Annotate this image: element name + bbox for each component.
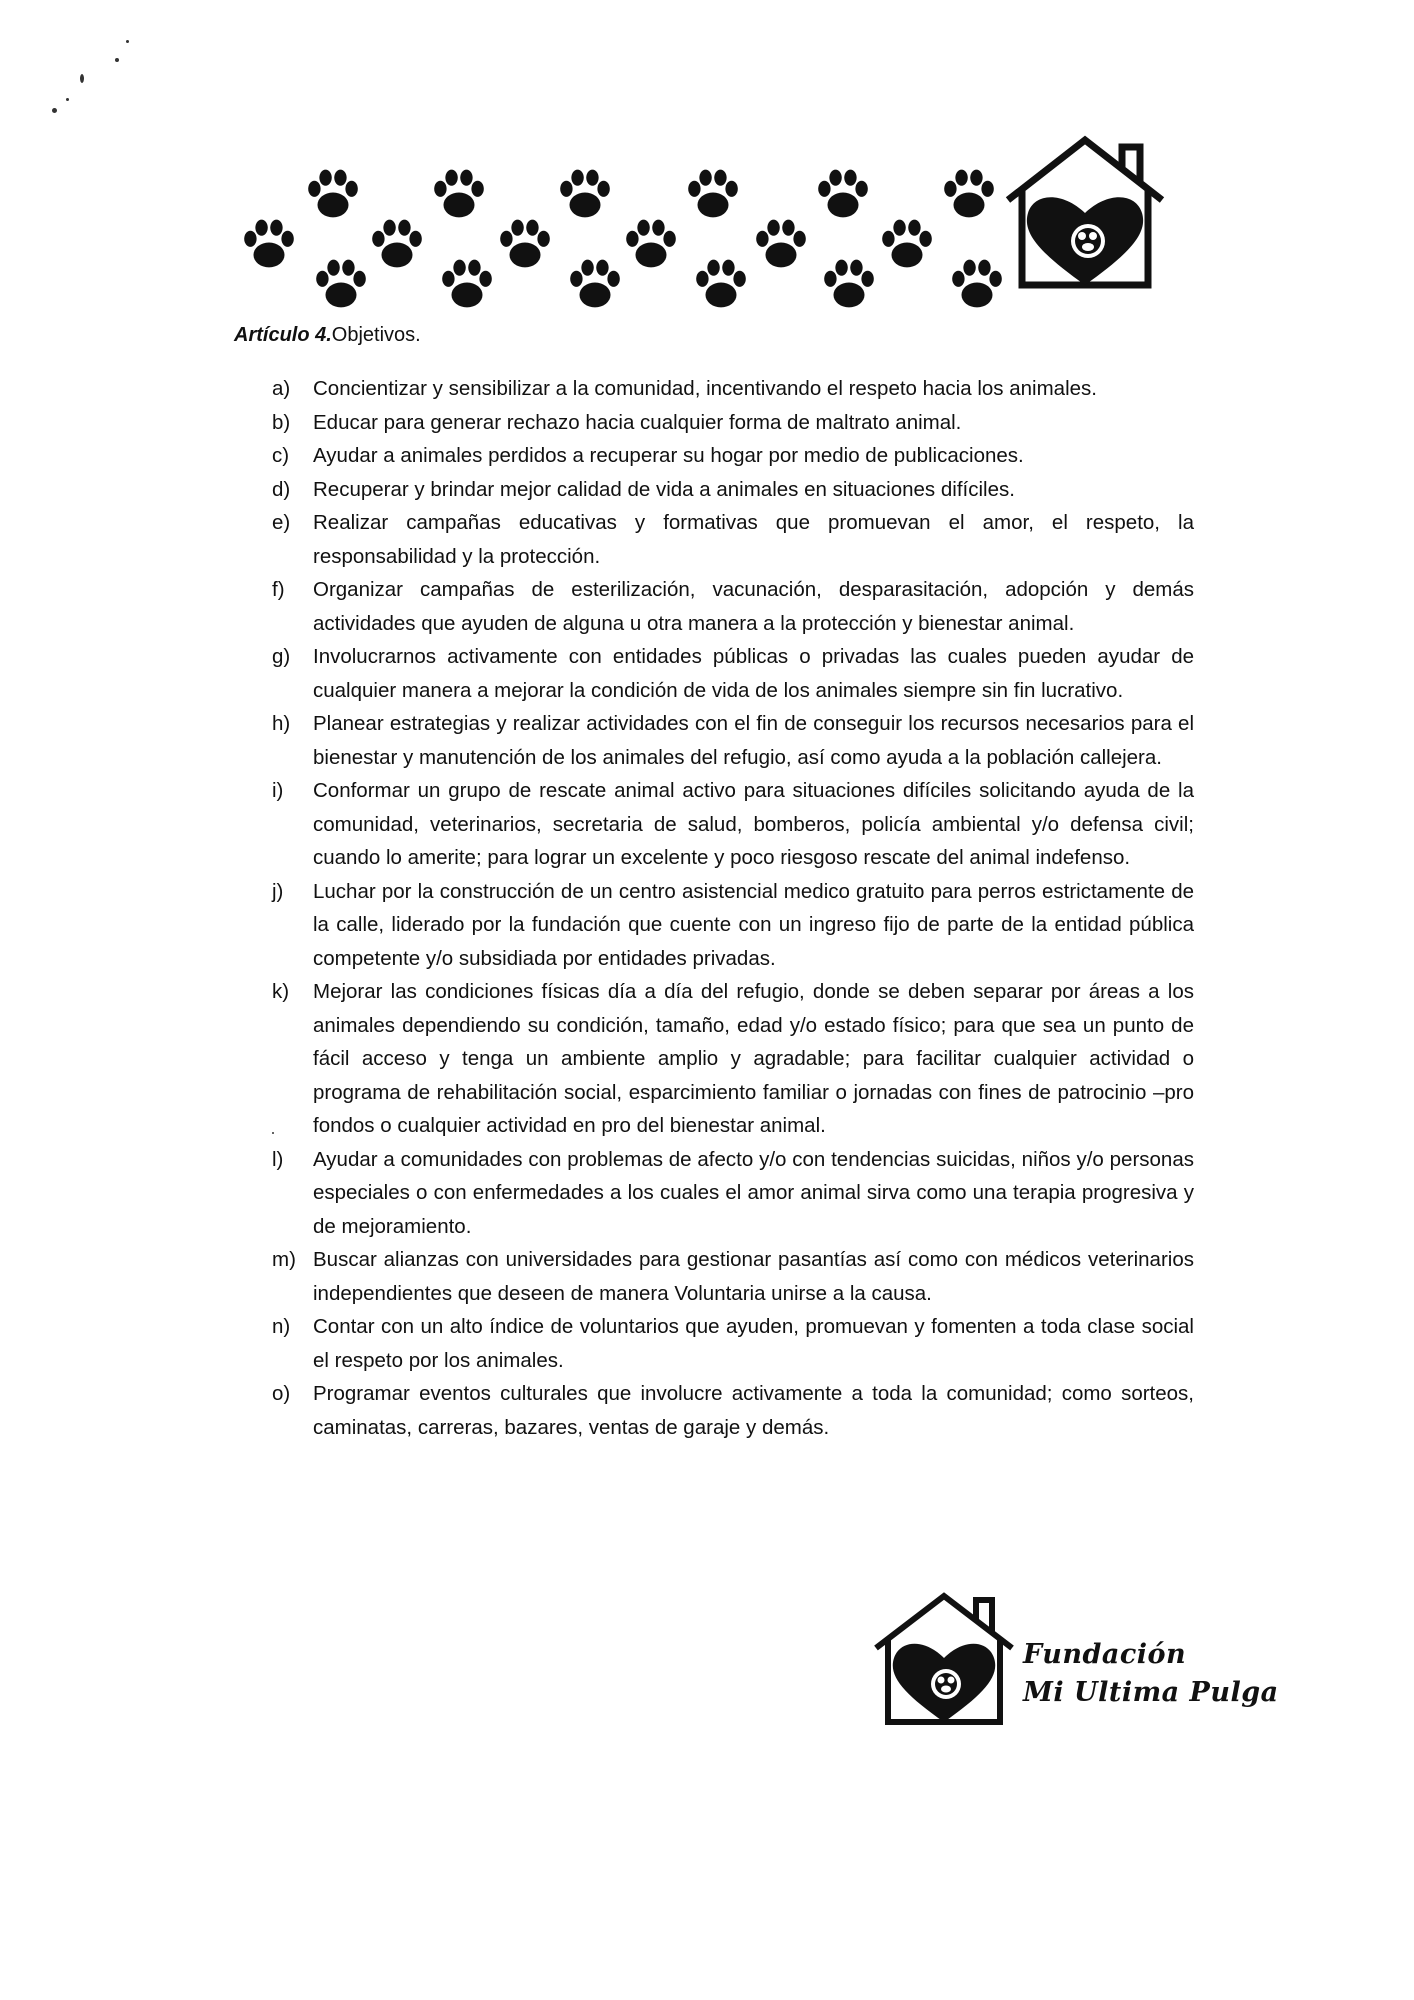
paw-icon <box>436 254 498 316</box>
paw-icon <box>876 214 938 276</box>
paw-icon <box>564 254 626 316</box>
paw-icon <box>238 214 300 276</box>
list-item <box>272 473 1194 507</box>
paw-icon <box>554 164 616 226</box>
paw-icon <box>946 254 1008 316</box>
list-item <box>272 506 1194 573</box>
list-item-text: Mejorar las condiciones físicas día a día del refugio, donde se deben separar por áreas a los animales dependiendo su condición, tamaño, edad y/o estado físico; para que sea un punto de fácil acceso y tenga un ambiente amplio y agradable; para facilitar cualquier actividad o programa de rehabilitación social, esparcimiento familiar o jornadas con fines de patrocinio –pro fondos o cualquier actividad en pro del bienestar animal. <box>313 980 1194 1137</box>
paw-icon <box>428 164 490 226</box>
article-heading <box>234 320 421 350</box>
list-letter: a) <box>272 377 291 400</box>
foundation-name-line2: Mi Ultima Pulga <box>1023 1677 1279 1708</box>
foundation-name-line1: Fundación <box>1023 1639 1187 1670</box>
paw-prints-banner <box>230 130 1190 330</box>
paw-icon <box>494 214 556 276</box>
paw-icon <box>366 214 428 276</box>
article-title: Objetivos. <box>331 324 421 346</box>
list-letter: j) <box>272 879 284 903</box>
paw-icon <box>620 214 682 276</box>
list-item <box>272 1310 1194 1377</box>
list-item-text: Luchar por la construcción de un centro asistencial medico gratuito para perros estrictamente de la calle, liderado por la fundación que cuente con un ingreso fijo de parte de la entidad pública competente y/o subsidiada por entidades privadas. <box>313 879 1194 970</box>
list-item <box>272 640 1194 707</box>
list-item-text: Concientizar y sensibilizar a la comunidad, incentivando el respeto hacia los animales. <box>313 377 1097 400</box>
list-item <box>272 1143 1194 1244</box>
paw-icon <box>310 254 372 316</box>
house-heart-logo-icon <box>870 1590 1018 1730</box>
paw-icon <box>302 164 364 226</box>
list-item <box>272 573 1194 640</box>
scan-speck <box>52 108 57 113</box>
scan-speck <box>66 98 69 101</box>
list-letter: l) <box>272 1147 284 1171</box>
list-letter: d) <box>272 477 291 501</box>
paw-icon <box>818 254 880 316</box>
list-item-text: Ayudar a animales perdidos a recuperar su hogar por medio de publicaciones. <box>313 444 1024 467</box>
list-item-text: Involucrarnos activamente con entidades públicas o privadas las cuales pueden ayudar de cualquier manera a mejorar la condición de vida de los animales siempre sin fin lucrativo. <box>313 645 1194 702</box>
list-item-text: Realizar campañas educativas y formativas que promuevan el amor, el respeto, la responsabilidad y la protección. <box>313 511 1194 568</box>
paw-icon <box>750 214 812 276</box>
list-item <box>272 372 1194 406</box>
scan-speck <box>115 58 119 62</box>
foundation-name <box>1023 1636 1279 1712</box>
list-letter: b) <box>272 410 291 434</box>
list-item-text: Educar para generar rechazo hacia cualquier forma de maltrato animal. <box>313 410 962 434</box>
list-item-text: Planear estrategias y realizar actividades con el fin de conseguir los recursos necesarios para el bienestar y manutención de los animales del refugio, así como ayuda a la población callejera. <box>313 712 1194 769</box>
article-number: Artículo 4. <box>234 324 332 346</box>
list-item <box>272 975 1194 1143</box>
list-item <box>272 707 1194 774</box>
list-item-text: Organizar campañas de esterilización, vacunación, desparasitación, adopción y demás actividades que ayuden de alguna u otra manera a la protección y bienestar animal. <box>313 578 1194 635</box>
list-letter: o) <box>272 1382 291 1405</box>
paw-icon <box>682 164 744 226</box>
list-letter: h) <box>272 712 291 735</box>
list-item-text: Recuperar y brindar mejor calidad de vida a animales en situaciones difíciles. <box>313 477 1015 501</box>
list-letter: m) <box>272 1248 296 1271</box>
scan-speck <box>80 74 84 83</box>
list-letter: g) <box>272 645 291 668</box>
list-item <box>272 1243 1194 1310</box>
list-item <box>272 774 1194 875</box>
house-heart-logo-icon <box>1000 135 1170 295</box>
list-item-text: Ayudar a comunidades con problemas de afecto y/o con tendencias suicidas, niños y/o personas especiales o con enfermedades a los cuales el amor animal sirva como una terapia progresiva y de mejoramiento. <box>313 1147 1194 1238</box>
list-item-text: Conformar un grupo de rescate animal activo para situaciones difíciles solicitando ayuda de la comunidad, veterinarios, secretaria de salud, bomberos, policía ambiental y/o defensa civil; cuando lo amerite; para lograr un excelente y poco riesgoso rescate del animal indefenso. <box>313 779 1194 869</box>
list-letter: f) <box>272 578 285 601</box>
paw-icon <box>812 164 874 226</box>
list-letter: i) <box>272 779 284 802</box>
list-letter: n) <box>272 1315 291 1338</box>
list-item-text: Buscar alianzas con universidades para gestionar pasantías así como con médicos veterinarios independientes que deseen de manera Voluntaria unirse a la causa. <box>313 1248 1194 1305</box>
list-item-text: Contar con un alto índice de voluntarios que ayuden, promuevan y fomenten a toda clase social el respeto por los animales. <box>313 1315 1194 1372</box>
list-item <box>272 439 1194 473</box>
list-item <box>272 875 1194 976</box>
paw-icon <box>938 164 1000 226</box>
list-letter: k) <box>272 980 290 1003</box>
scan-speck <box>126 40 129 43</box>
list-letter: e) <box>272 511 291 534</box>
paw-icon <box>690 254 752 316</box>
foundation-logo <box>870 1590 1280 1740</box>
list-letter: c) <box>272 444 290 467</box>
list-item <box>272 1377 1194 1444</box>
objectives-list <box>272 372 1194 1444</box>
list-item <box>272 406 1194 440</box>
list-item-text: Programar eventos culturales que involucre activamente a toda la comunidad; como sorteos, caminatas, carreras, bazares, ventas de garaje y demás. <box>313 1382 1194 1439</box>
